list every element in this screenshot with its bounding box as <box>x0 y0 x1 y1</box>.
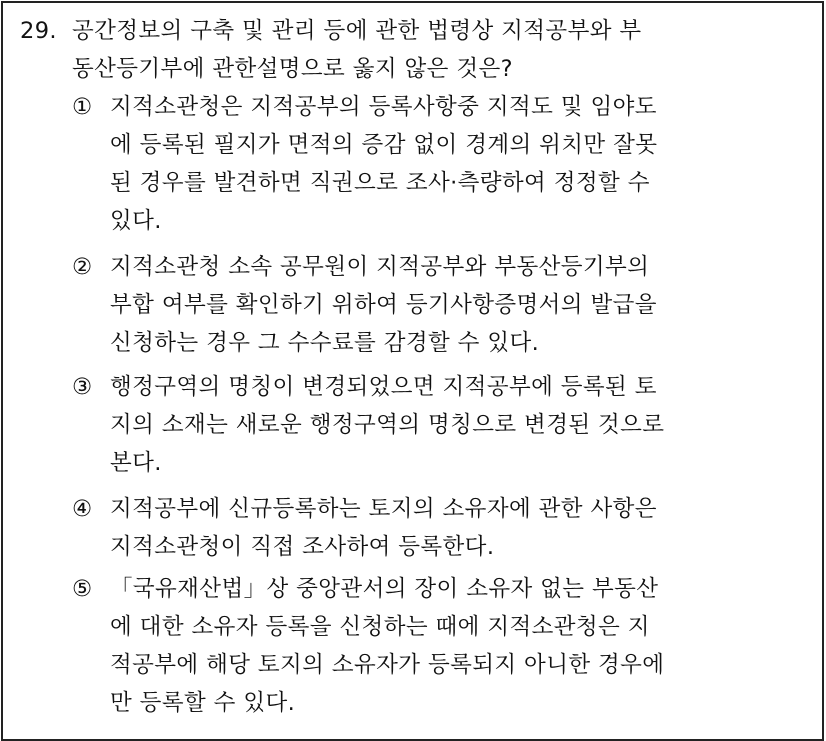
option-2-line-3: 신청하는 경우 그 수수료를 감경할 수 있다. <box>110 330 540 356</box>
option-4-line-2: 지적소관청이 직접 조사하여 등록한다. <box>110 534 495 560</box>
option-5-marker[interactable]: ⑤ <box>72 576 93 602</box>
option-1-line-3: 된 경우를 발견하면 직권으로 조사·측량하여 정정할 수 <box>110 170 650 196</box>
option-5-line-1: 「국유재산법」상 중앙관서의 장이 소유자 없는 부동산 <box>110 576 659 602</box>
option-3-line-3: 본다. <box>110 450 162 476</box>
option-1-line-1: 지적소관청은 지적공부의 등록사항중 지적도 및 임야도 <box>110 94 657 120</box>
question-stem-line-2: 동산등기부에 관한설명으로 옳지 않은 것은? <box>72 56 513 82</box>
option-2-marker[interactable]: ② <box>72 254 93 280</box>
question-stem-line-1: 공간정보의 구축 및 관리 등에 관한 법령상 지적공부와 부 <box>72 18 642 44</box>
option-5-line-2: 에 대한 소유자 등록을 신청하는 때에 지적소관청은 지 <box>110 614 650 640</box>
option-1-line-4: 있다. <box>110 208 162 234</box>
question-number: 29. <box>20 18 57 44</box>
option-1-line-2: 에 등록된 필지가 면적의 증감 없이 경계의 위치만 잘못 <box>110 132 658 158</box>
option-3-line-1: 행정구역의 명칭이 변경되었으면 지적공부에 등록된 토 <box>110 374 657 400</box>
option-1-marker[interactable]: ① <box>72 94 93 120</box>
option-2-line-1: 지적소관청 소속 공무원이 지적공부와 부동산등기부의 <box>110 254 650 280</box>
option-3-marker[interactable]: ③ <box>72 374 93 400</box>
option-4-marker[interactable]: ④ <box>72 496 93 522</box>
option-4-line-1: 지적공부에 신규등록하는 토지의 소유자에 관한 사항은 <box>110 496 657 522</box>
option-3-line-2: 지의 소재는 새로운 행정구역의 명칭으로 변경된 것으로 <box>110 412 665 438</box>
option-2-line-2: 부합 여부를 확인하기 위하여 등기사항증명서의 발급을 <box>110 292 657 318</box>
option-5-line-3: 적공부에 해당 토지의 소유자가 등록되지 아니한 경우에 <box>110 652 665 678</box>
option-5-line-4: 만 등록할 수 있다. <box>110 690 296 716</box>
